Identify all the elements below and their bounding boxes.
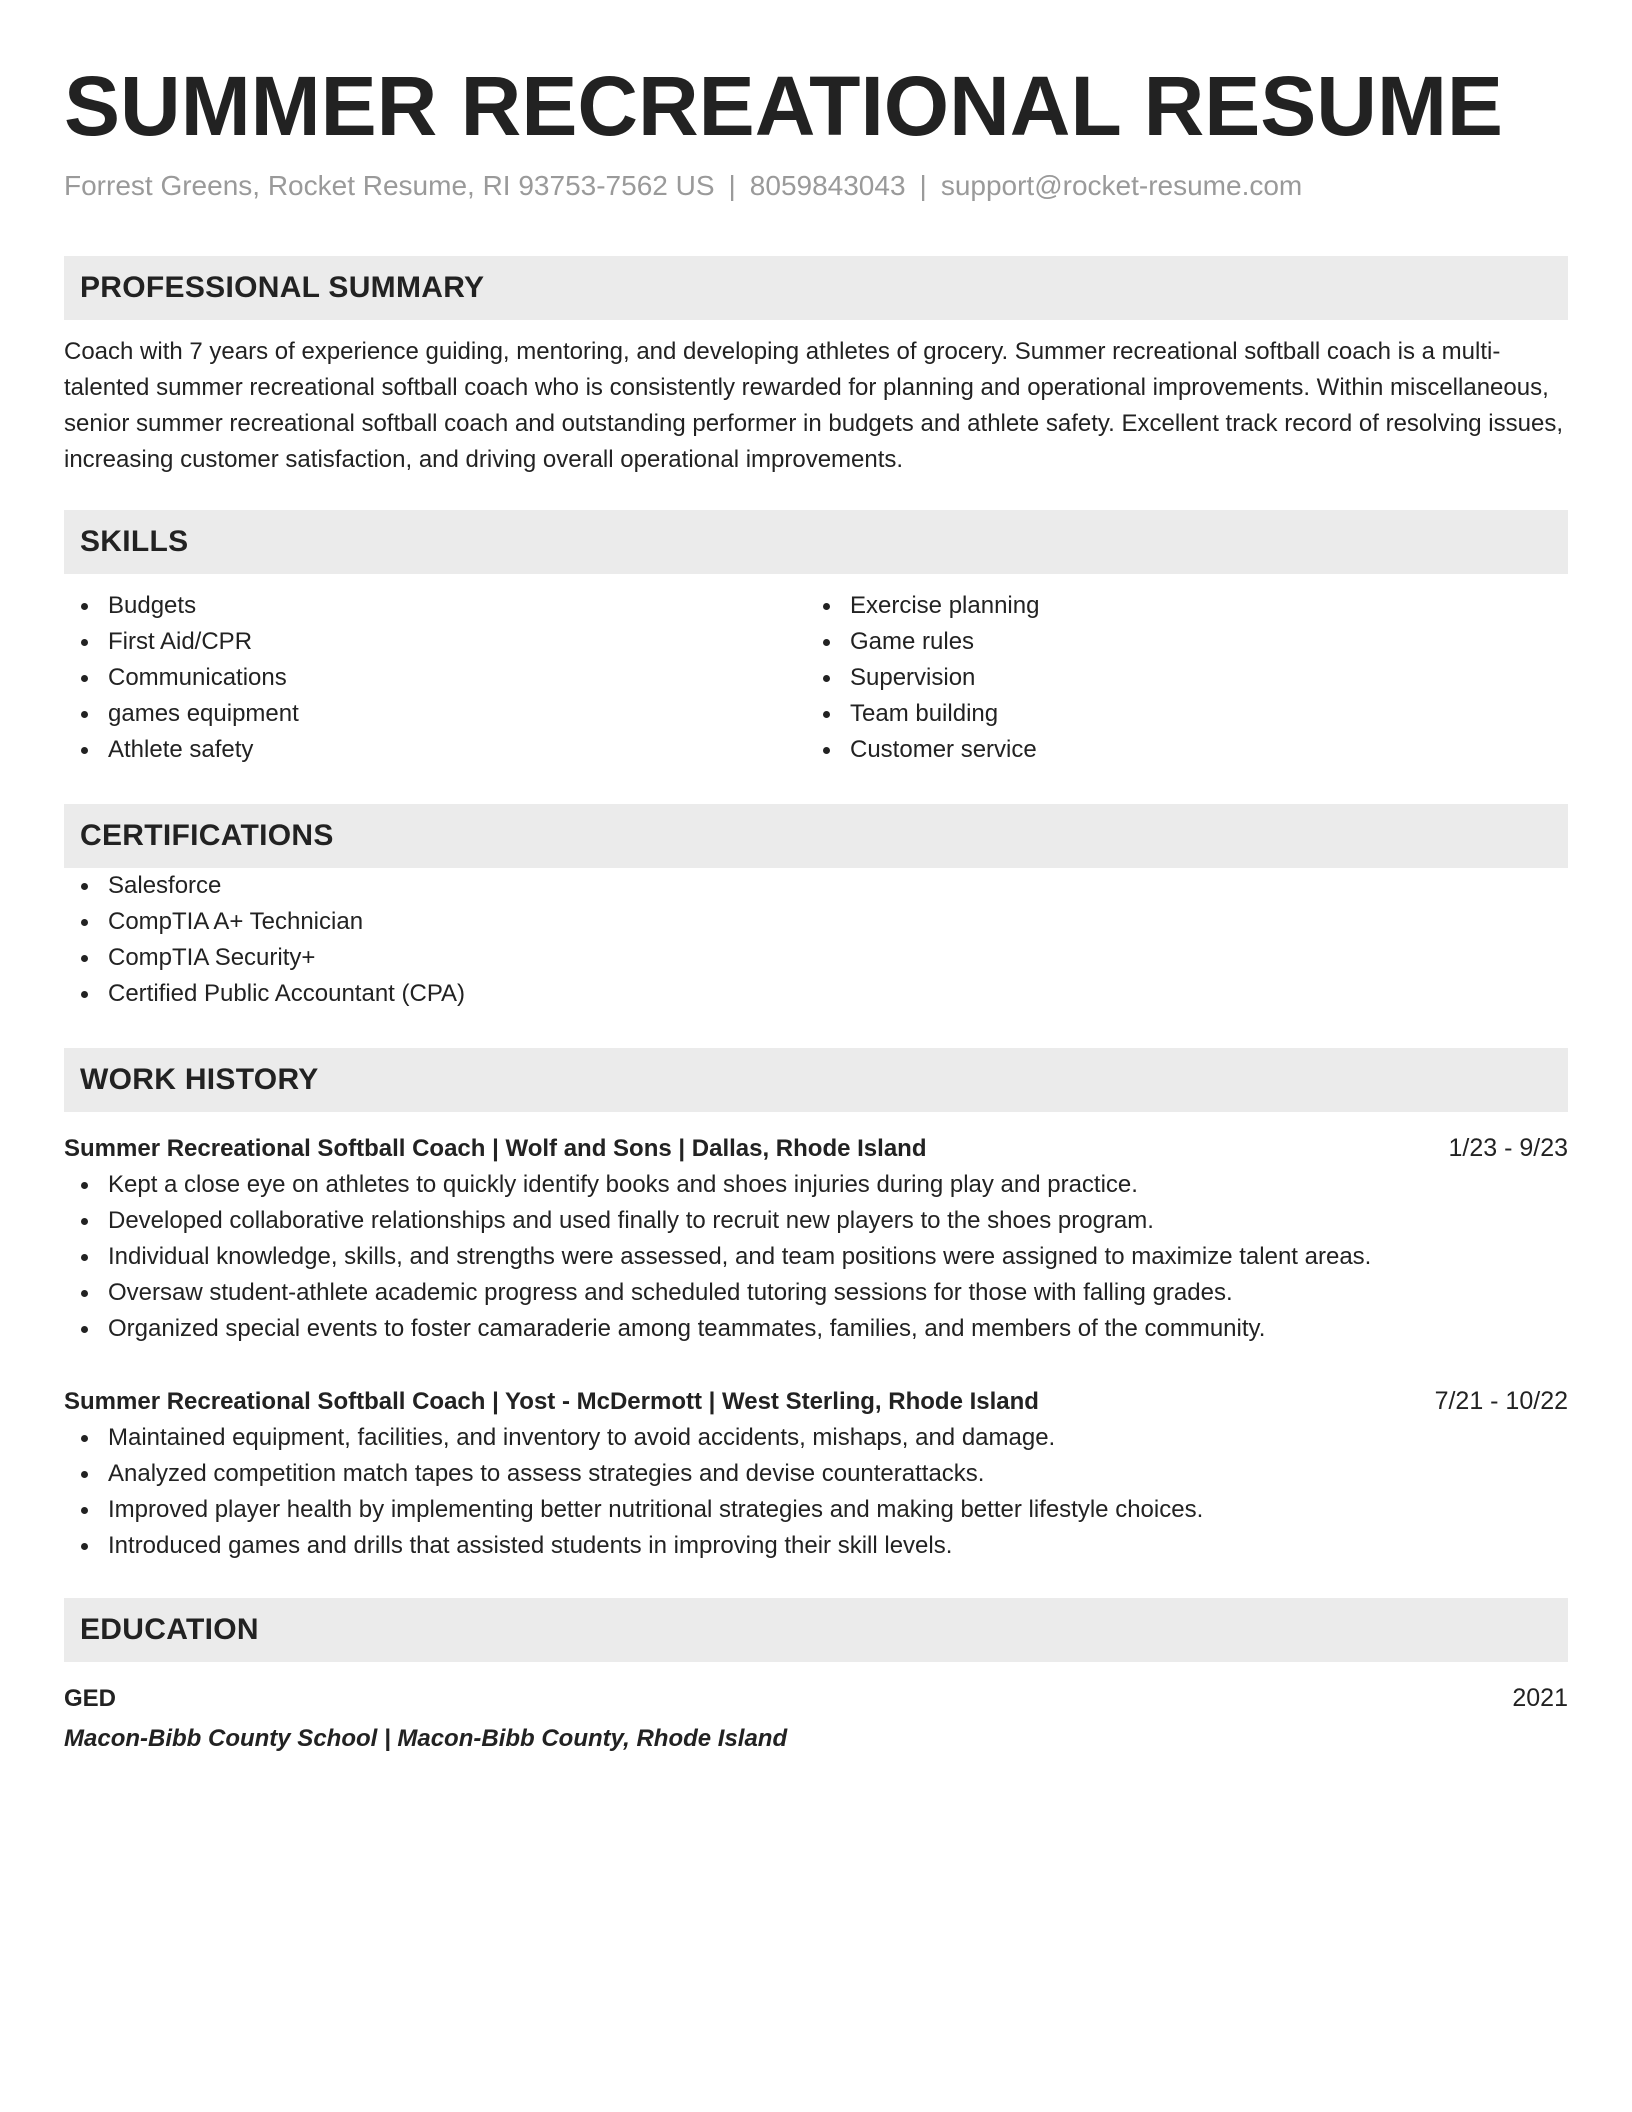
section-header-summary: PROFESSIONAL SUMMARY — [64, 256, 1568, 320]
job-title: Summer Recreational Softball Coach | Wolf and Sons | Dallas, Rhode Island — [64, 1135, 927, 1162]
job-heading — [64, 1383, 1568, 1420]
skill-item: Exercise planning — [806, 588, 1548, 624]
job-bullet: Maintained equipment, facilities, and inventory to avoid accidents, mishaps, and damage. — [64, 1420, 1568, 1456]
contact-phone: 8059843043 — [749, 170, 906, 201]
job-heading — [64, 1130, 1568, 1167]
job-bullet: Oversaw student-athlete academic progress and scheduled tutoring sessions for those with falling grades. — [64, 1275, 1568, 1311]
section-header-education: EDUCATION — [64, 1598, 1568, 1662]
section-header-certifications: CERTIFICATIONS — [64, 804, 1568, 868]
summary-text: Coach with 7 years of experience guiding, mentoring, and developing athletes of grocery. Summer recreational softball coach is a multi-talented summer recreational softball coach who is consistently rewarded for planning and operational improvements. Within miscellaneous, senior summer recreational softball coach and outstanding performer in budgets and athlete safety. Excellent track record of resolving issues, increasing customer satisfaction, and driving overall operational improvements. — [64, 338, 1564, 473]
job-bullet: Individual knowledge, skills, and strengths were assessed, and team positions were assigned to maximize talent areas. — [64, 1239, 1568, 1275]
skill-item: Supervision — [806, 660, 1548, 696]
skill-item: Communications — [64, 660, 806, 696]
job-bullet: Organized special events to foster camaraderie among teammates, families, and members of the community. — [64, 1311, 1568, 1347]
job-bullet: Introduced games and drills that assisted students in improving their skill levels. — [64, 1528, 1568, 1564]
job-dates: 7/21 - 10/22 — [1434, 1387, 1568, 1415]
education-year: 2021 — [1512, 1684, 1568, 1712]
job-bullet: Improved player health by implementing better nutritional strategies and making better lifestyle choices. — [64, 1492, 1568, 1528]
job-bullet: Analyzed competition match tapes to assess strategies and devise counterattacks. — [64, 1456, 1568, 1492]
contact-email: support@rocket-resume.com — [940, 170, 1303, 201]
certifications-list — [64, 868, 1568, 1012]
education-entry — [64, 1680, 1568, 1757]
skills-column-left — [64, 588, 806, 768]
job-bullet: Developed collaborative relationships and used finally to recruit new players to the shoes program. — [64, 1203, 1568, 1239]
job-entry — [64, 1130, 1568, 1347]
skills-grid — [64, 588, 1568, 768]
contact-address: Forrest Greens, Rocket Resume, RI 93753-7562 US — [64, 170, 715, 201]
skills-list-right — [806, 588, 1548, 768]
section-header-work-history: WORK HISTORY — [64, 1048, 1568, 1112]
certification-item: CompTIA A+ Technician — [64, 904, 1568, 940]
skill-item: Customer service — [806, 732, 1548, 768]
job-entry — [64, 1383, 1568, 1564]
skills-list-left — [64, 588, 806, 768]
job-title: Summer Recreational Softball Coach | Yost - McDermott | West Sterling, Rhode Island — [64, 1388, 1039, 1415]
certification-item: Certified Public Accountant (CPA) — [64, 976, 1568, 1012]
job-dates: 1/23 - 9/23 — [1448, 1134, 1568, 1162]
skill-item: games equipment — [64, 696, 806, 732]
skill-item: Athlete safety — [64, 732, 806, 768]
contact-separator: | — [728, 170, 736, 201]
skill-item: Budgets — [64, 588, 806, 624]
skills-column-right — [806, 588, 1548, 768]
skill-item: Game rules — [806, 624, 1548, 660]
education-school: Macon-Bibb County School | Macon-Bibb County, Rhode Island — [64, 1725, 788, 1752]
contact-line — [64, 166, 1568, 206]
job-bullets — [64, 1167, 1568, 1347]
job-bullet: Kept a close eye on athletes to quickly identify books and shoes injuries during play and practice. — [64, 1167, 1568, 1203]
certification-item: CompTIA Security+ — [64, 940, 1568, 976]
job-bullets — [64, 1420, 1568, 1564]
skill-item: First Aid/CPR — [64, 624, 806, 660]
education-degree: GED — [64, 1685, 117, 1712]
section-header-skills: SKILLS — [64, 510, 1568, 574]
education-heading — [64, 1680, 1568, 1717]
resume-title: SUMMER RECREATIONAL RESUME — [64, 59, 1503, 153]
certification-item: Salesforce — [64, 868, 1568, 904]
contact-separator: | — [919, 170, 927, 201]
skill-item: Team building — [806, 696, 1548, 732]
